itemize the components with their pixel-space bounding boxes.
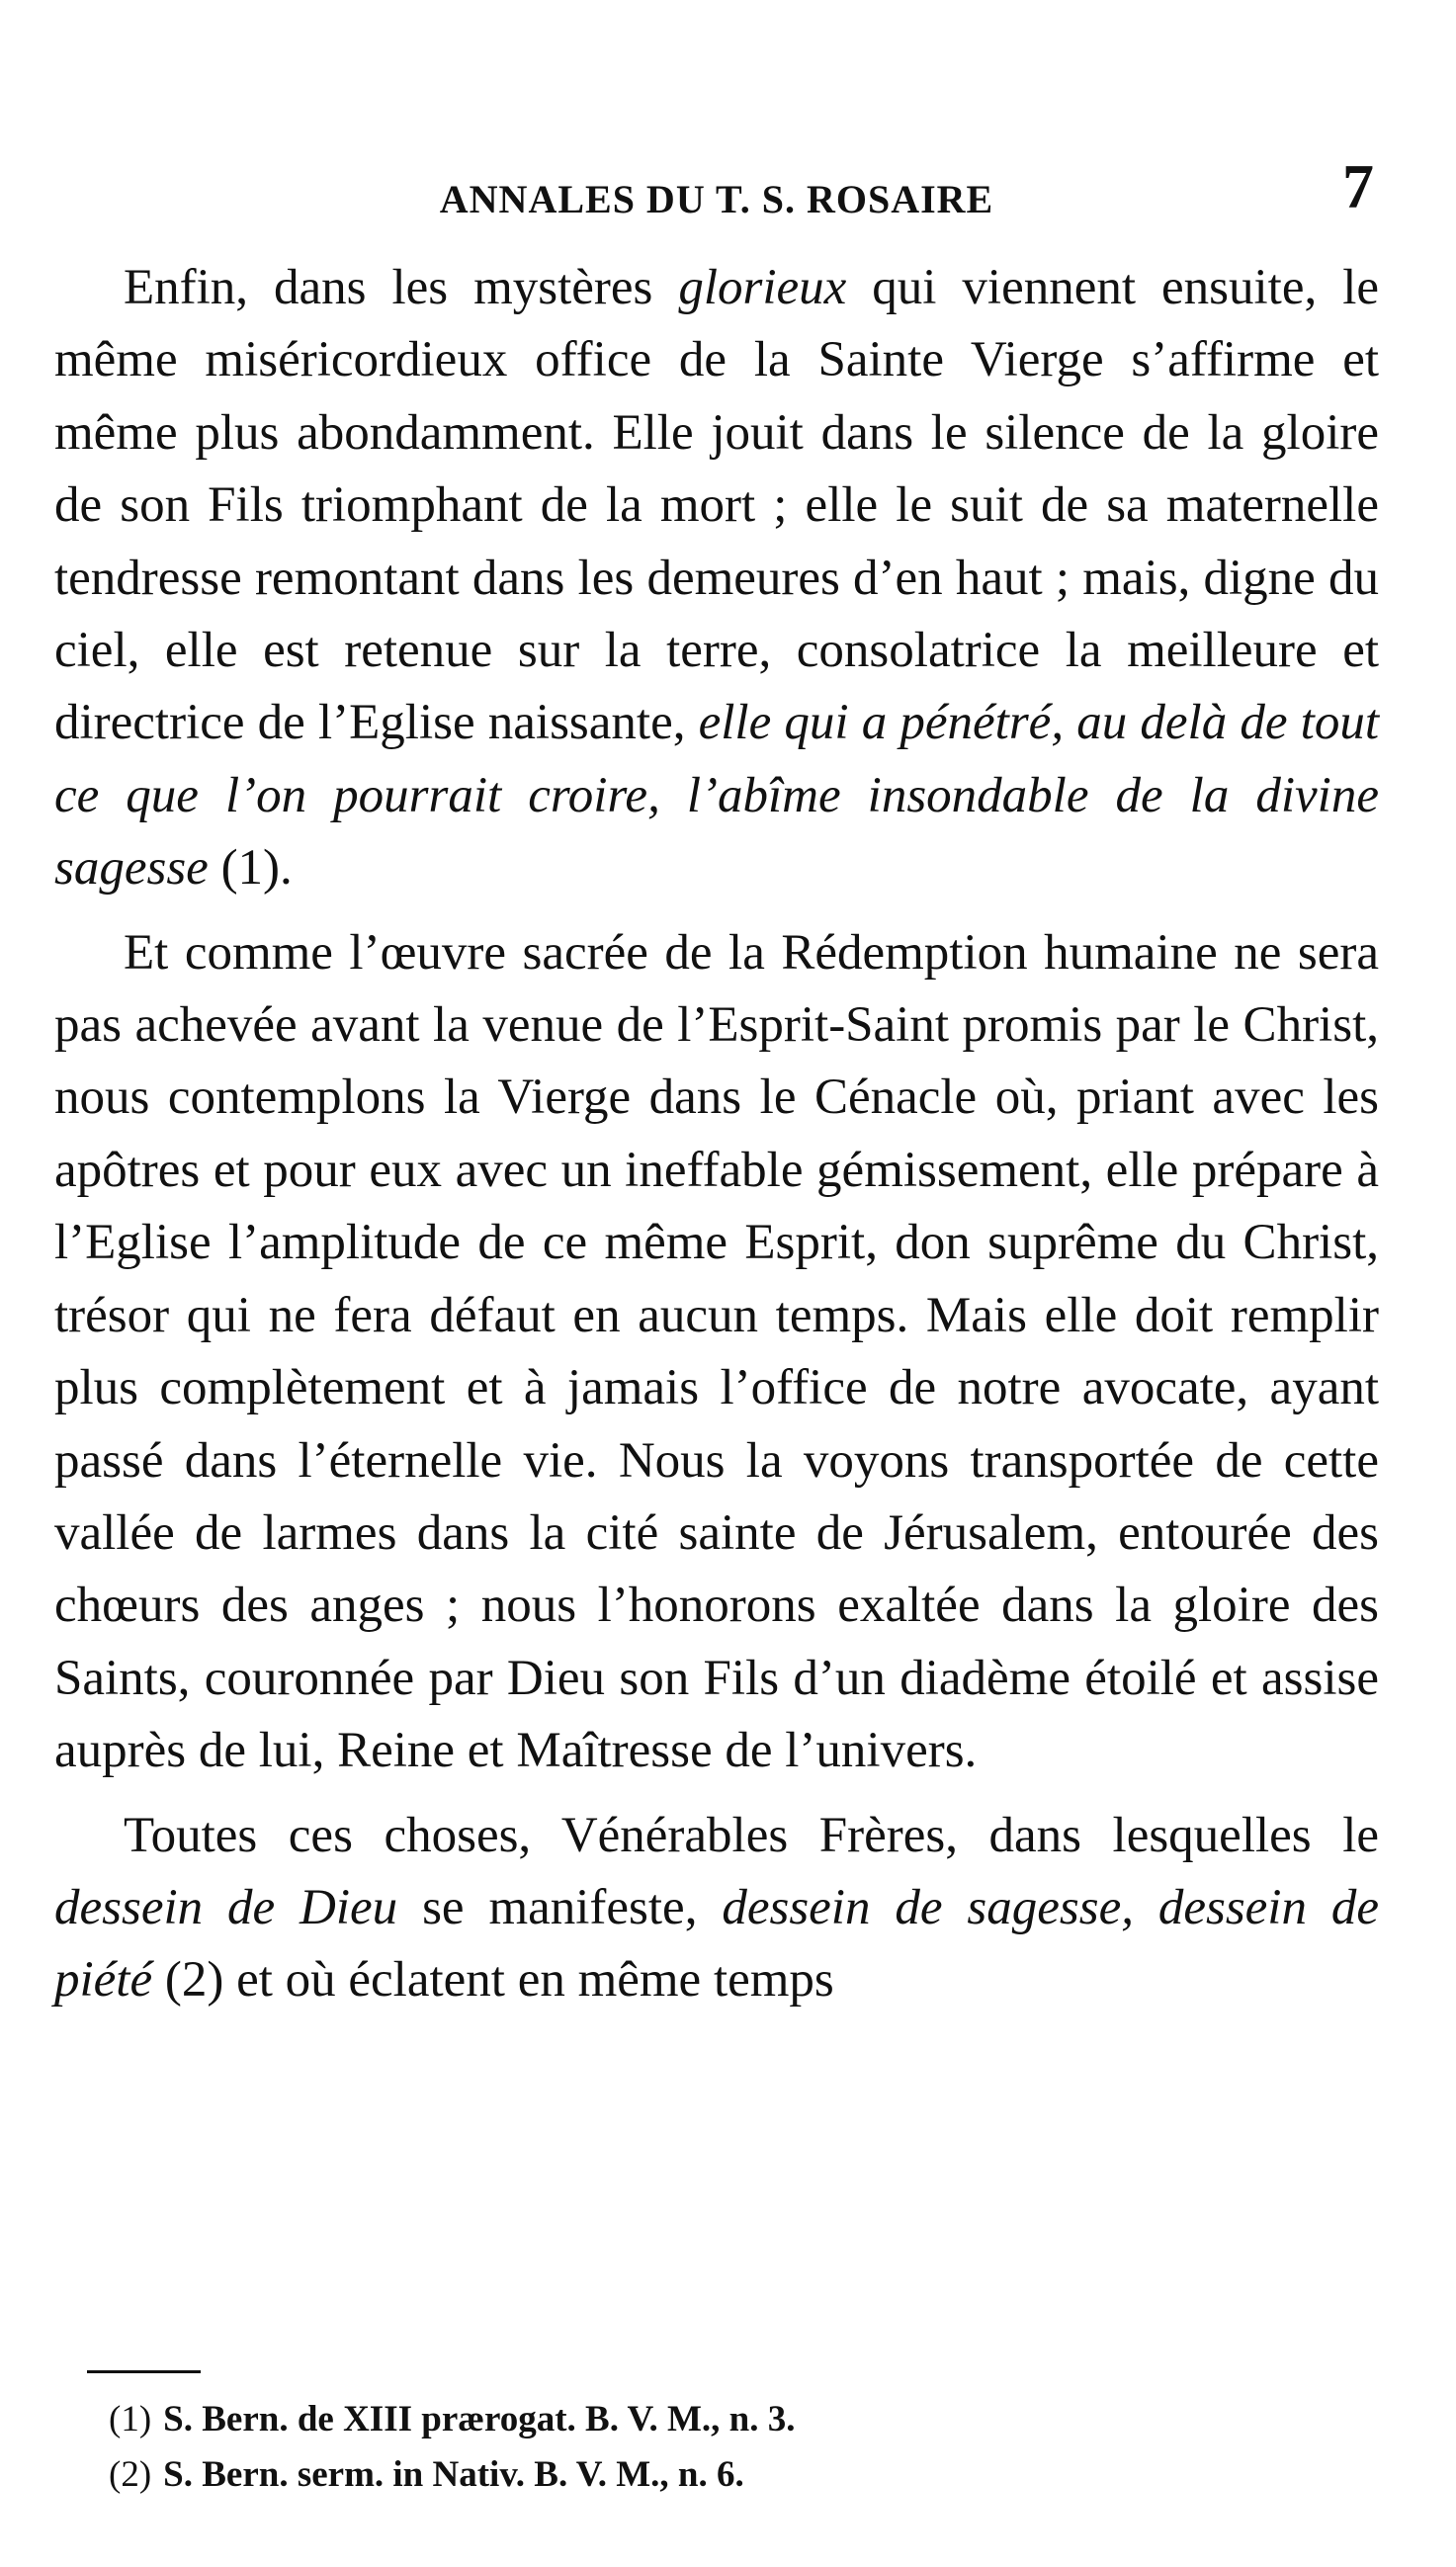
footnote-mark: (1) — [109, 2399, 152, 2439]
footnote-1 — [109, 2392, 1295, 2447]
body-text — [54, 252, 1379, 2029]
page-number: 7 — [1342, 151, 1374, 221]
text-segment: Et comme l’œuvre sacrée de la Rédemption humaine ne sera pas achevée avant la venue de l’Esprit-Saint promis par le Christ, nous contemplons la Vierge dans le Cénacle où, priant avec les apôtres et pour eux avec un ineffable gémissement, elle prépare à l’Eglise l’amplitude de ce même Esprit, don suprême du Christ, trésor qui ne fera défaut en aucun temps. Mais elle doit remplir plus complètement et à jamais l’office de notre avocate, ayant passé dans l’éternelle vie. Nous la voyons transportée de cette vallée de larmes dans la cité sainte de Jérusalem, entourée des chœurs des anges ; nous l’honorons exaltée dans la gloire des Saints, couronnée par Dieu son Fils d’un diadème étoilé et assise auprès de lui, Reine et Maîtresse de l’univers. — [54, 924, 1379, 1779]
text-segment: Enfin, dans les mystères — [124, 260, 679, 315]
italic-segment: elle qui a pénétré, au delà de tout ce que l’on pourrait croire, l’abîme insondable de la divine sagesse — [54, 695, 1379, 897]
italic-segment: dessein de sagesse, dessein de piété — [54, 1879, 1380, 2009]
footnote-text: S. Bern. de XIII prærogat. B. V. M., n. 3. — [163, 2399, 796, 2439]
footnote-text: S. Bern. serm. in Nativ. B. V. M., n. 6. — [163, 2454, 744, 2495]
footnote-mark: (2) — [109, 2454, 152, 2495]
text-segment: (2) et où éclatent en même temps — [152, 1952, 834, 2009]
text-segment: qui viennent ensuite, le même miséricordieux office de la Sainte Vierge s’affirme et même plus abondamment. Elle jouit dans le silence de la gloire de son Fils triomphant de la mort ; elle le suit de sa maternelle tendresse remontant dans les demeures d’en haut ; mais, digne du ciel, elle est retenue sur la terre, consolatrice la meilleure et directrice de l’Eglise naissante, — [54, 260, 1379, 751]
paragraph-1 — [54, 252, 1379, 905]
running-title: ANNALES DU T. S. ROSAIRE — [439, 177, 994, 221]
italic-segment: dessein de Dieu — [54, 1879, 398, 1935]
footnote-divider — [87, 2370, 201, 2373]
footnotes — [109, 2392, 1295, 2503]
paragraph-2 — [54, 917, 1379, 1788]
page-header — [59, 151, 1374, 237]
text-segment: (1). — [208, 840, 293, 897]
footnote-2 — [109, 2447, 1295, 2503]
text-segment: se manifeste, — [397, 1879, 723, 1935]
italic-segment: glorieux — [678, 260, 847, 315]
text-segment: Toutes ces choses, Vénérables Frères, dans lesquelles le — [124, 1807, 1379, 1863]
paragraph-3 — [54, 1800, 1379, 2017]
